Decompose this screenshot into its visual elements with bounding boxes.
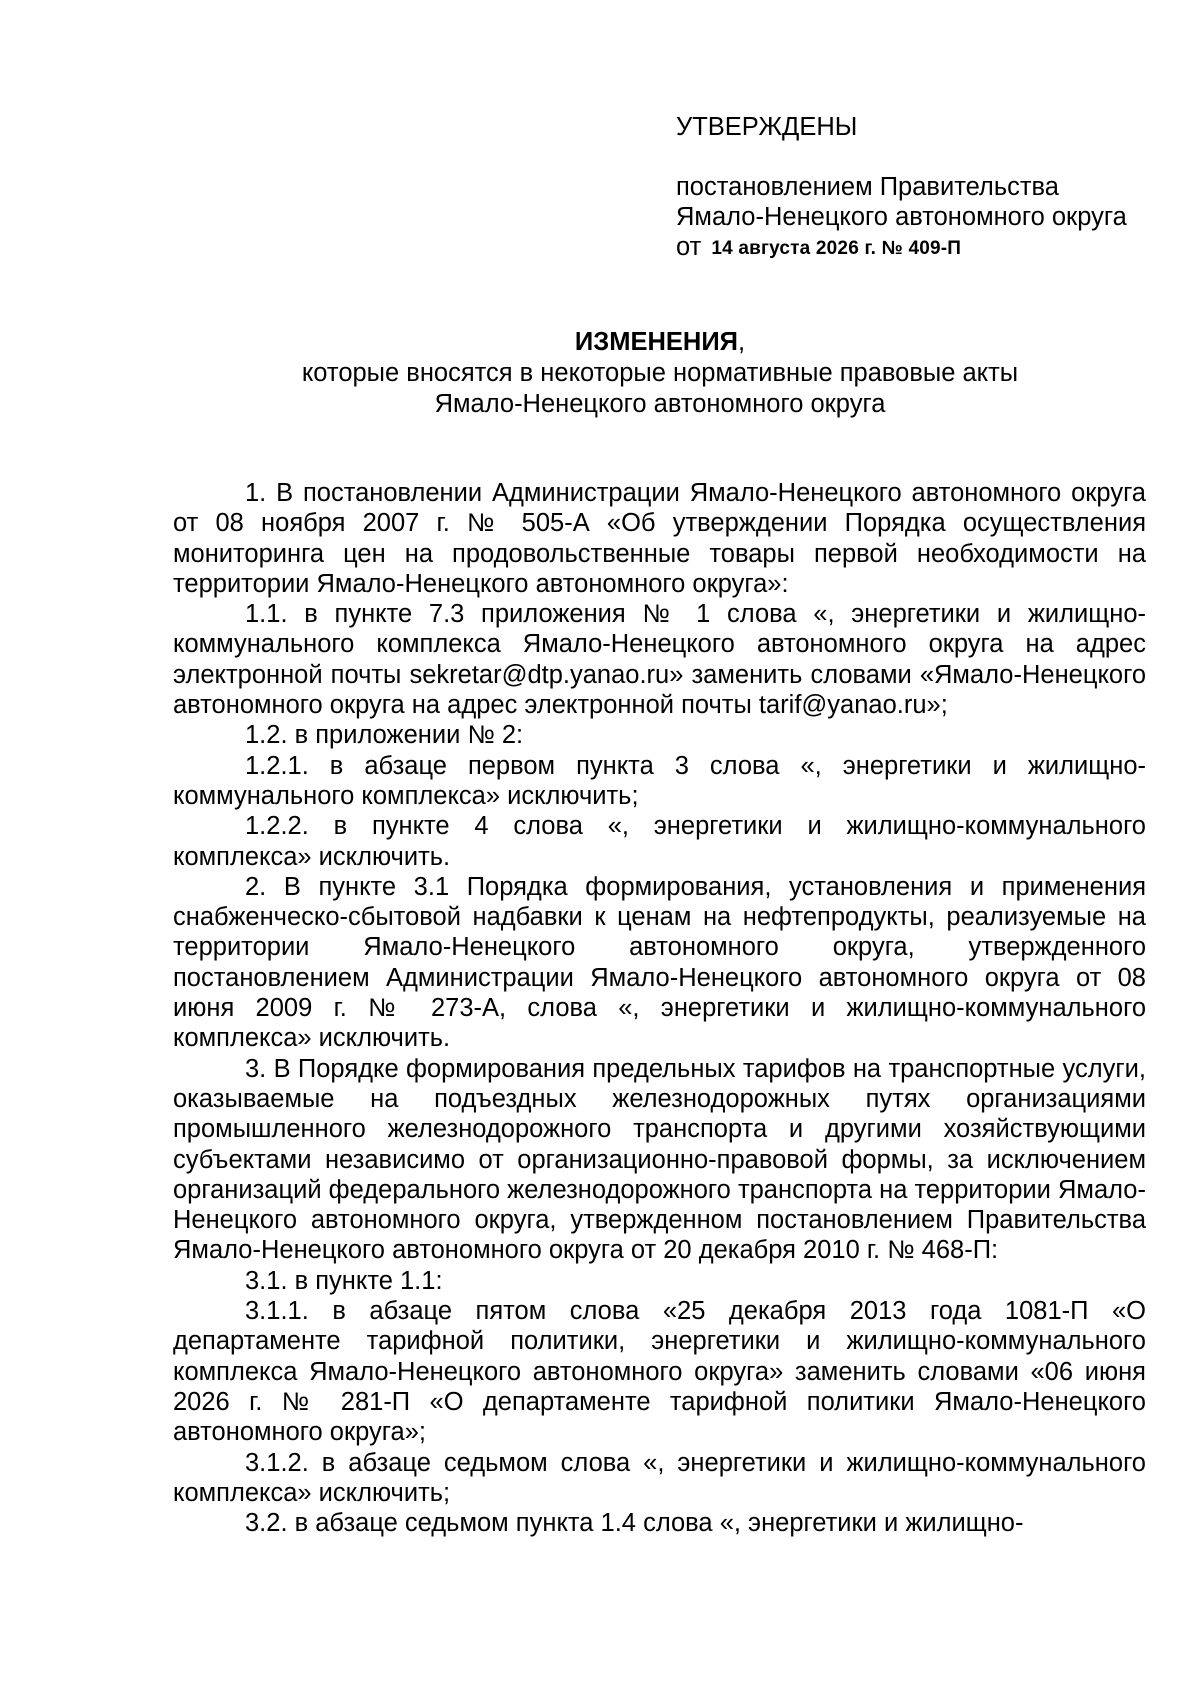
paragraph-1-2: 1.2. в приложении № 2:: [245, 721, 524, 750]
paragraph-3-1-1: 3.1.1. в абзаце пятом слова «25 декабря 2013 года 1081-П «О департаменте тарифной политики, энергетики и жилищно-коммунального комплекса Ямало-Ненецкого автономного округа» заменить словами «06 июня 2026 г. № 281-П «О департаменте тарифной политики Ямало-Ненецкого автономного округа»;: [173, 1297, 1146, 1447]
paragraph-1-2-2: 1.2.2. в пункте 4 слова «, энергетики и жилищно-коммунального комплекса» исключить.: [173, 812, 1146, 871]
paragraph-1-2-1: 1.2.1. в абзаце первом пункта 3 слова «, энергетики и жилищно-коммунального комплекса» исключить;: [173, 751, 1146, 810]
document-title: [120, 327, 1200, 420]
date-prefix: от: [676, 233, 702, 261]
title-line-1: которые вносятся в некоторые нормативные правовые акты: [301, 359, 1019, 387]
date-value: 14 августа 2026 г. № 409-П: [711, 238, 962, 259]
paragraph-3-2: 3.2. в абзаце седьмом пункта 1.4 слова «, энергетики и жилищно-: [245, 1509, 1024, 1538]
paragraph-2: 2. В пункте 3.1 Порядка формирования, установления и применения снабженческо-сбытовой надбавки к ценам на нефтепродукты, реализуемые на территории Ямало-Ненецкого автономного округа, утвержденного постановлением Администрации Ямало-Ненецкого автономного округа от 08 июня 2009 г. № 273-А, слова «, энергетики и жилищно-коммунального комплекса» исключить.: [173, 872, 1146, 1053]
paragraph-3-1: 3.1. в пункте 1.1:: [245, 1266, 443, 1295]
title-line-2: Ямало-Ненецкого автономного округа: [434, 390, 886, 418]
approval-date-line: [676, 232, 1156, 265]
approval-line-2: Ямало-Ненецкого автономного округа: [676, 203, 1127, 231]
title-heading-line: [120, 327, 1200, 358]
title-heading: ИЗМЕНЕНИЯ: [574, 328, 738, 356]
approval-line-1: постановлением Правительства: [676, 173, 1059, 201]
paragraph-3: 3. В Порядке формирования предельных тарифов на транспортные услуги, оказываемые на подъездных железнодорожных путях организациями промышленного железнодорожного транспорта и другими хозяйствующими субъектами независимо от организационно-правовой формы, за исключением организаций федерального железнодорожного транспорта на территории Ямало-Ненецкого автономного округа, утвержденном постановлением Правительства Ямало-Ненецкого автономного округа от 20 декабря 2010 г. № 468-П:: [173, 1054, 1146, 1265]
title-comma: ,: [737, 328, 746, 356]
paragraph-1: 1. В постановлении Администрации Ямало-Ненецкого автономного округа от 08 ноября 2007 г. № 505-А «Об утверждении Порядка осуществления мониторинга цен на продовольственные товары первой необходимости на территории Ямало-Ненецкого автономного округа»:: [173, 479, 1146, 598]
approved-label: УТВЕРЖДЕНЫ: [676, 113, 858, 141]
paragraph-3-1-2: 3.1.2. в абзаце седьмом слова «, энергетики и жилищно-коммунального комплекса» исключить;: [173, 1448, 1146, 1507]
document-body: [173, 478, 1146, 1538]
approval-block: [676, 112, 1156, 265]
paragraph-1-1: 1.1. в пункте 7.3 приложения № 1 слова «, энергетики и жилищно-коммунального комплекса Ямало-Ненецкого автономного округа на адрес электронной почты sekretar@dtp.yanao.ru» заменить словами «Ямало-Ненецкого автономного округа на адрес электронной почты tarif@yanao.ru»;: [173, 600, 1146, 720]
